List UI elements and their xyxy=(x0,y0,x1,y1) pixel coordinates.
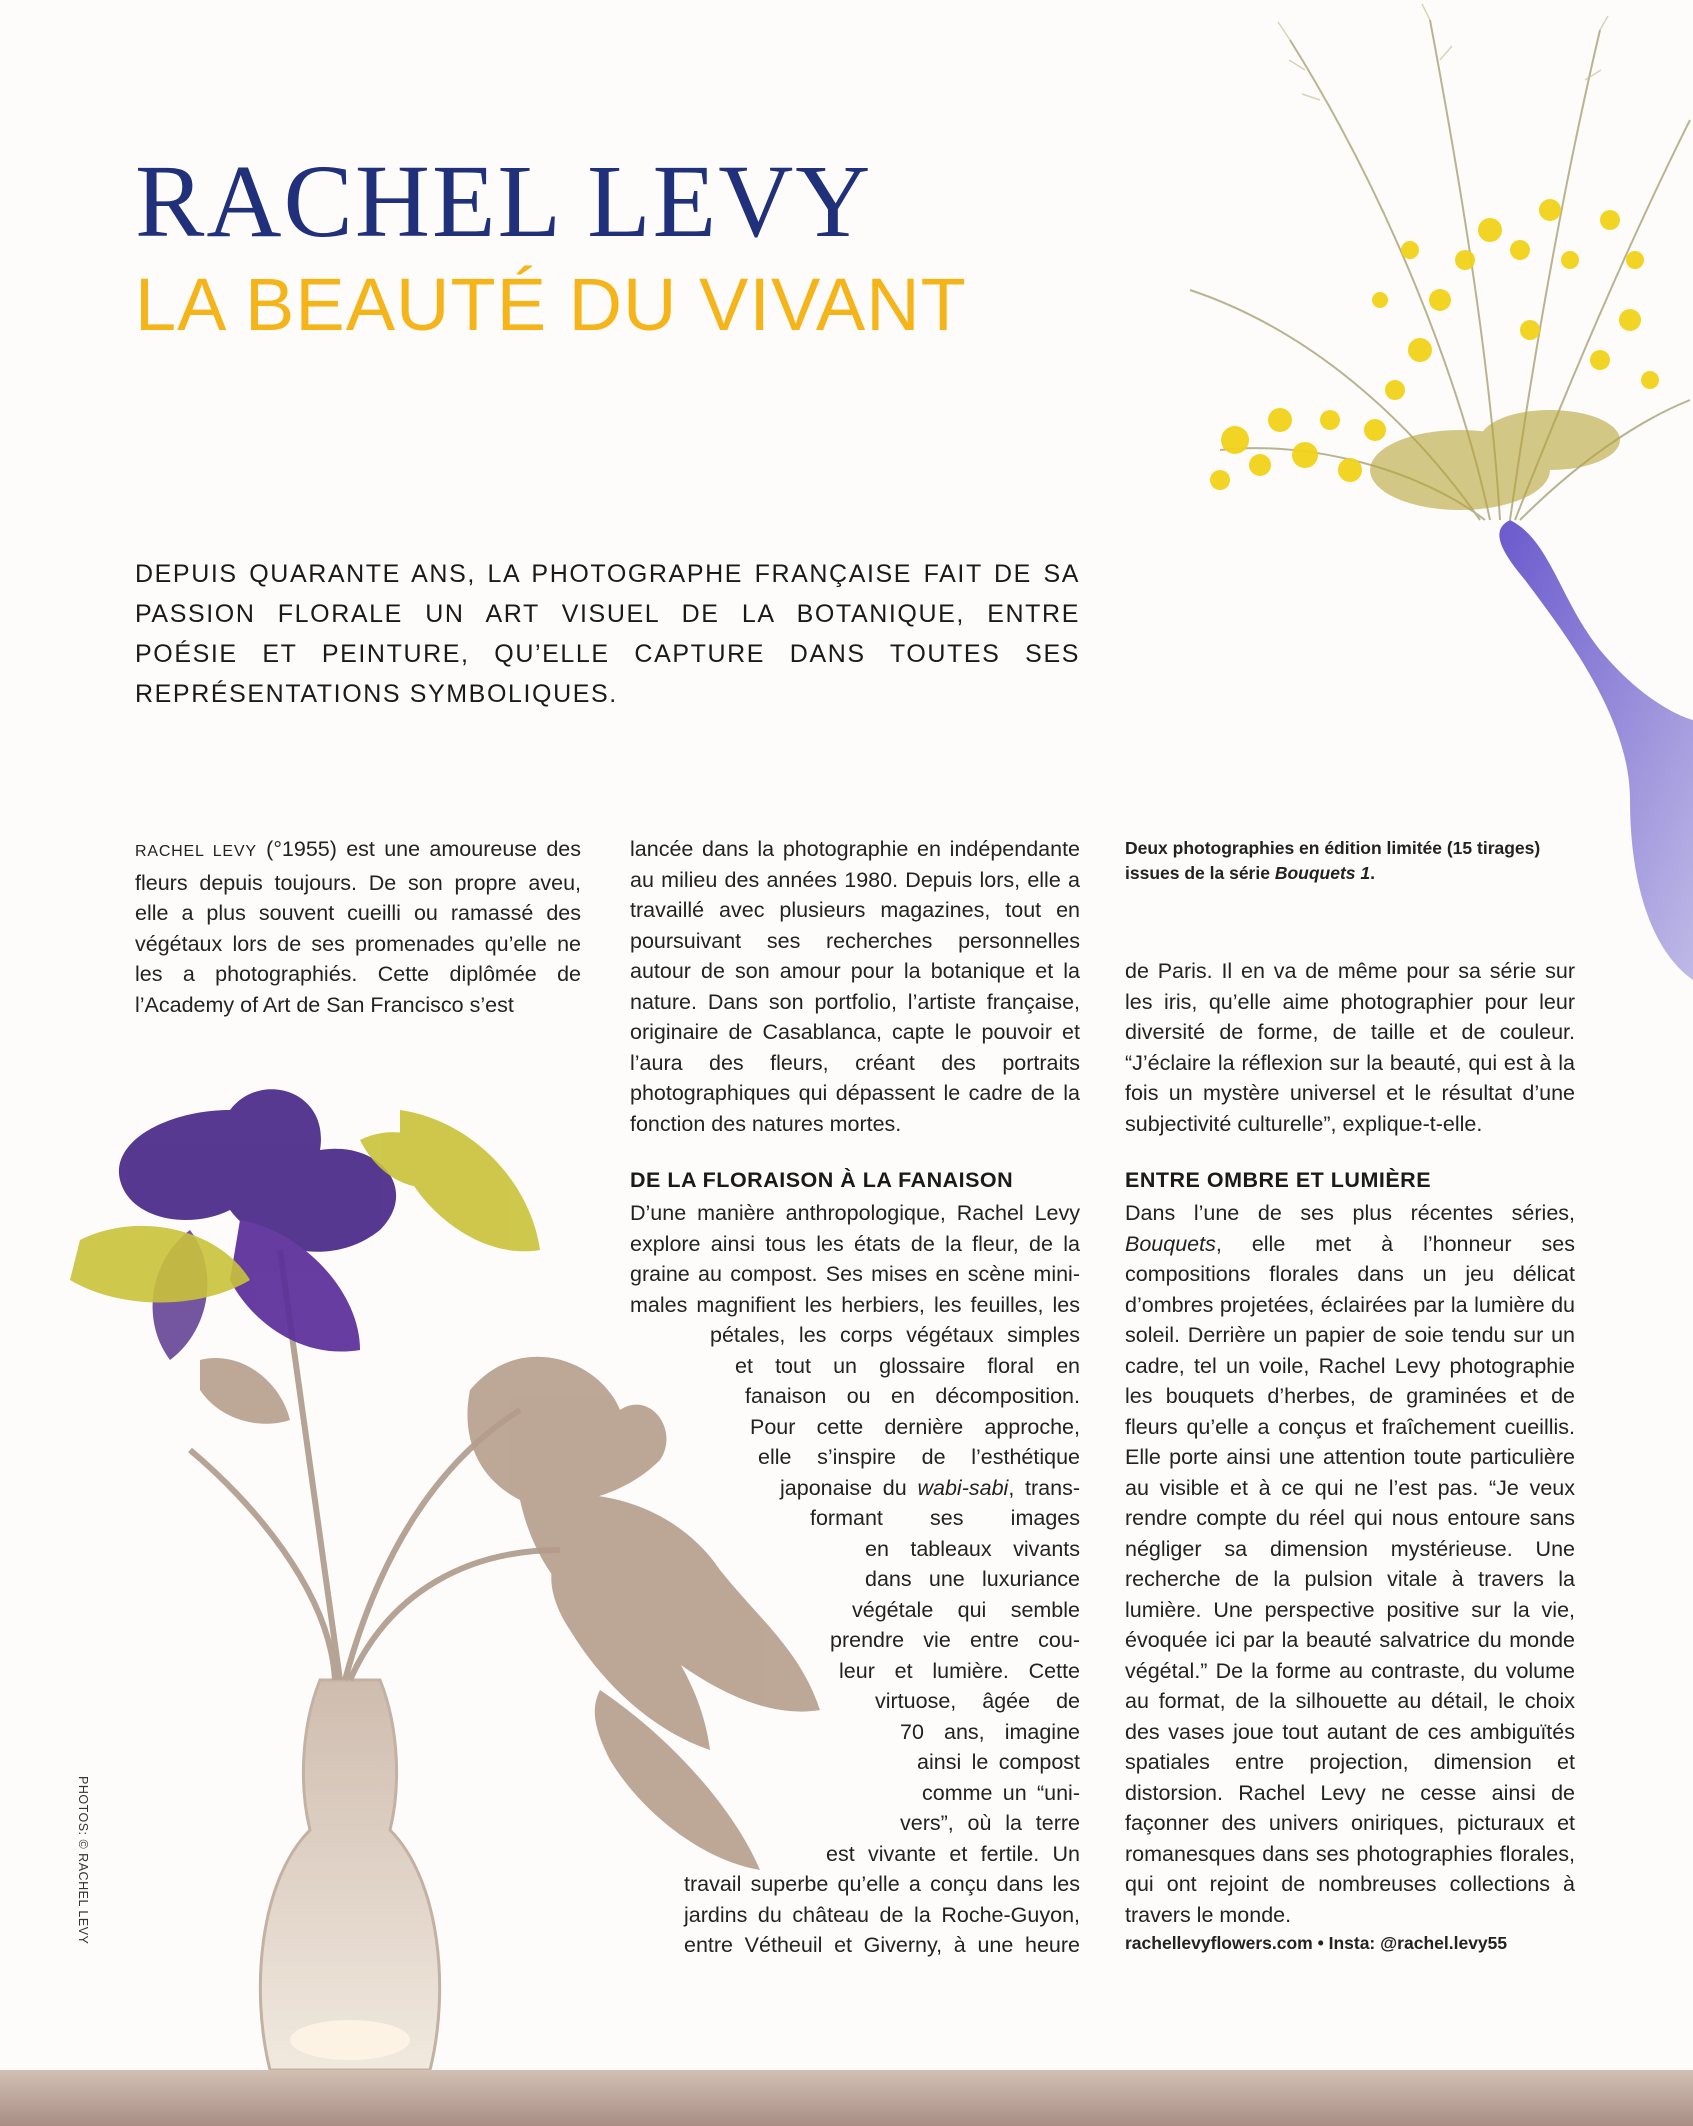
photo-credit-wrap xyxy=(72,1776,92,1956)
text-line: prendre vie entre cou- xyxy=(830,1628,1080,1652)
text-line: 70 ans, imagine xyxy=(900,1719,1080,1744)
text-line: leur et lumière. Cette xyxy=(839,1658,1080,1683)
author-name: RACHEL LEVY xyxy=(135,843,257,860)
text-line: males magnifient les herbiers, les feuilles, les xyxy=(630,1292,1080,1317)
section-1-text xyxy=(630,1198,1080,1961)
wabi-sabi-term: wabi-sabi xyxy=(917,1475,1009,1500)
caption-series: Bouquets 1 xyxy=(1274,863,1371,883)
caption-text: Deux photographies en édition limitée (15 tirages) issues de la série xyxy=(1125,838,1541,883)
floor-band xyxy=(0,2070,1693,2126)
caption-end: . xyxy=(1370,863,1375,883)
column-1-body: (°1955) est une amoureuse des fleurs depuis toujours. De son propre aveu, elle a plus souvent cueilli ou ramassé des végétaux lors de ses promenades qu’elle ne les a photographiés. Cette diplômée de l’Academy of Art de San Francisco s’est xyxy=(135,837,581,1017)
text-line: graine au compost. Ses mises en scène mini- xyxy=(630,1262,1080,1286)
photo-credit: PHOTOS: © RACHEL LEVY xyxy=(76,1776,90,1945)
text-line: elle s’inspire de l’esthétique xyxy=(758,1445,1080,1469)
column-1 xyxy=(135,834,581,1020)
text-fragment: , trans- xyxy=(1008,1475,1080,1500)
text-fragment: japonaise du xyxy=(780,1475,918,1500)
article-subtitle: LA BEAUTÉ DU VIVANT xyxy=(135,263,967,346)
column-1-text xyxy=(135,834,581,1020)
text-line: pétales, les corps végétaux simples xyxy=(710,1323,1080,1347)
text-line: en tableaux vivants xyxy=(865,1536,1080,1561)
section-2-text xyxy=(1125,1198,1575,1930)
section-heading-floraison: DE LA FLORAISON À LA FANAISON xyxy=(630,1168,1014,1192)
text-fragment: , elle met à l’honneur ses compositions florales dans un jeu délicat d’ombres projetées, éclairées par la lumière du soleil. Derrière un papier de soie tendu sur un cadre, tel un voile, Rachel Levy photographie les bouquets d’herbes, de graminées et de fleurs qu’elle a conçus et fraîchement cueillis. Elle porte ainsi une attention toute particulière au visible et à ce qui ne l’est pas. “Je veux rendre compte du réel qui nous entoure sans négliger sa dimension mystérieuse. Une recherche de la pulsion vitale à travers la lumière. Une perspective positive sur la vie, évoquée ici par la beauté salvatrice du monde végétal.” De la forme au contraste, du volume au format, de la silhouette au détail, le choix des vases joue tout autant de ces ambiguïtés spatiales entre projection, dimension et distorsion. Rachel Levy ne cesse ainsi de façonner des univers oniriques, picturaux et romanesques dans ses photographies florales, qui ont rejoint de nombreuses collections à travers le monde. xyxy=(1125,1231,1575,1927)
column-2-body xyxy=(630,1198,1080,1961)
text-line: formant ses images xyxy=(810,1506,1080,1530)
text-line: fanaison ou en décomposition. xyxy=(745,1384,1080,1408)
text-line: entre Vétheuil et Giverny, à une heure xyxy=(684,1933,1080,1957)
text-line xyxy=(780,1473,1080,1504)
column-3-body xyxy=(1125,1198,1575,1930)
article-lead: DEPUIS QUARANTE ANS, LA PHOTOGRAPHE FRANÇAISE FAIT DE SA PASSION FLORALE UN ART VISUEL DE LA BOTANIQUE, ENTRE POÉSIE ET PEINTURE, QU’ELLE CAPTURE DANS TOUTES SES REPRÉSENTATIONS SYMBOLIQUES. xyxy=(135,560,1080,708)
text-line: travail superbe qu’elle a conçu dans les xyxy=(684,1872,1080,1896)
text-fragment: Dans l’une de ses plus récentes séries, xyxy=(1125,1201,1575,1225)
text-line: jardins du château de la Roche-Guyon, xyxy=(684,1902,1080,1927)
text-line: vers”, où la terre xyxy=(900,1811,1080,1835)
text-line: et tout un glossaire floral en xyxy=(735,1353,1080,1378)
bouquet-photo-top xyxy=(1130,0,1693,980)
column-2-top-text: lancée dans la photographie en indépendante au milieu des années 1980. Depuis lors, elle a travaillé avec plusieurs magazines, tout en poursuivant ses recherches personnelles autour de son amour pour la botanique et la nature. Dans son portfolio, l’artiste française, originaire de Casablanca, capte le pouvoir et l’aura des fleurs, créant des portraits photographiques qui dépassent le cadre de la fonction des natures mortes. xyxy=(630,837,1080,1136)
photo-caption xyxy=(1125,836,1565,886)
article-title: RACHEL LEVY xyxy=(135,144,873,259)
text-line: virtuose, âgée de xyxy=(875,1689,1080,1713)
text-line: est vivante et fertile. Un xyxy=(826,1841,1080,1866)
section-heading-ombre: ENTRE OMBRE ET LUMIÈRE xyxy=(1125,1168,1432,1192)
text-line: dans une luxuriance xyxy=(865,1567,1080,1591)
text-line: ainsi le compost xyxy=(917,1750,1080,1774)
text-line: D’une manière anthropologique, Rachel Levy xyxy=(630,1201,1080,1225)
bouquets-series: Bouquets xyxy=(1125,1231,1216,1256)
text-line: Pour cette dernière approche, xyxy=(750,1414,1080,1439)
text-line: explore ainsi tous les états de la fleur, de la xyxy=(630,1231,1080,1256)
column-2-top xyxy=(630,834,1080,1139)
text-line: végétale qui semble xyxy=(852,1597,1080,1622)
column-3-top xyxy=(1125,956,1575,1139)
text-line: comme un “uni- xyxy=(922,1780,1080,1805)
column-3-top-text: de Paris. Il en va de même pour sa série sur les iris, qu’elle aime photographier pour leur diversité de forme, de taille et de couleur. “J’éclaire la réflexion sur la beauté, qui est à la fois un mystère universel et le résultat d’une subjectivité culturelle”, explique-t-elle. xyxy=(1125,959,1575,1136)
website-instagram: rachellevyflowers.com • Insta: @rachel.levy55 xyxy=(1125,1933,1508,1953)
